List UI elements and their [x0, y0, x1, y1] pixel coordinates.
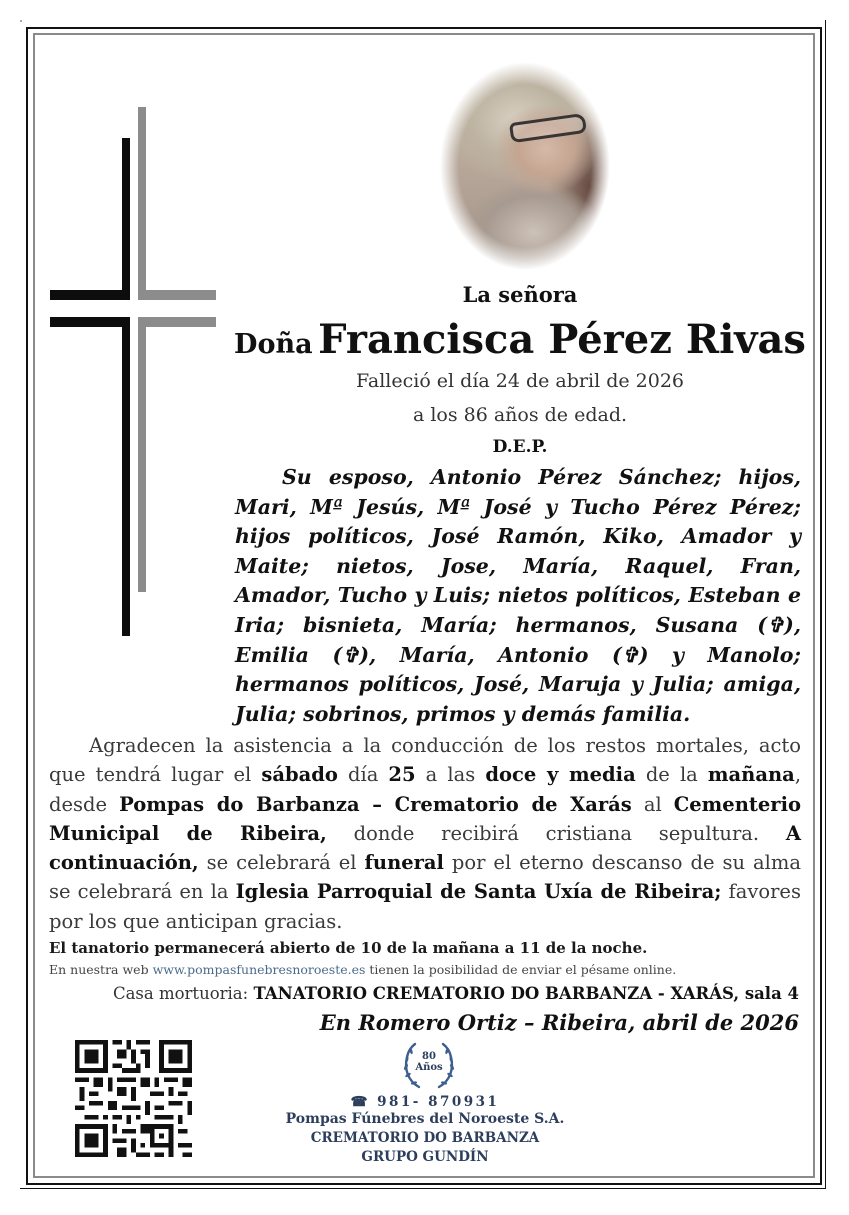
- company-name: Pompas Fúnebres del Noroeste S.A.: [285, 1111, 565, 1127]
- dep-label: D.E.P.: [492, 437, 548, 457]
- death-date: Falleció el día 24 de abril de 2026: [355, 370, 684, 392]
- announcement-paragraph: Agradecen la asistencia a la conducción de los restos mortales, acto que tendrá lugar el sábado día 25 a las doce y media de la mañana, desde Pompas do Barbanza – Crematorio de Xarás al Cementerio Municipal de Ribeira, donde recibirá cristiana sepultura. A continuación, se celebrará el funeral por el eterno descanso de su alma se celebrará en la Iglesia Parroquial de Santa Uxía de Ribeira; favores por los que anticipan gracias.: [49, 734, 802, 933]
- family-list: Su esposo, Antonio Pérez Sánchez; hijos, Mari, Mª Jesús, Mª José y Tucho Pérez Pérez; hijos políticos, José Ramón, Kiko, Amador y Maite; nietos, Jose, María, Raquel, Fran, Amador, Tucho y Luis; nietos políticos, Esteban e Iria; bisnieta, María; hermanos, Susana (✞), Emilia (✞), María, Antonio (✞) y Manolo; hermanos políticos, José, Maruja y Julia; amiga, Julia; sobrinos, primos y demás familia.: [235, 465, 801, 726]
- website-link[interactable]: www.pompasfunebresnoroeste.es: [152, 962, 366, 977]
- full-name: Francisca Pérez Rivas: [318, 316, 806, 363]
- web-condolences-note: En nuestra web www.pompasfunebresnoroeste.es tienen la posibilidad de enviar el pésame online.: [49, 962, 677, 977]
- page-edge-right: [825, 20, 826, 1188]
- place-date: En Romero Ortiz – Ribeira, abril de 2026: [319, 1010, 799, 1035]
- page-edge-bottom: [20, 1188, 826, 1189]
- title-prefix: La señora: [462, 282, 578, 307]
- deceased-portrait: [440, 62, 610, 270]
- age: a los 86 años de edad.: [412, 404, 628, 426]
- casa-mortuoria-value: TANATORIO CREMATORIO DO BARBANZA - XARÁS, sala 4: [253, 984, 799, 1003]
- qr-code-icon[interactable]: [75, 1040, 192, 1157]
- honorific: Doña: [234, 329, 313, 360]
- logo-text: 80 Años: [415, 1051, 443, 1073]
- casa-mortuoria-label: Casa mortuoria:: [112, 984, 254, 1003]
- tanatorio-hours: El tanatorio permanecerá abierto de 10 de la mañana a 11 de la noche.: [49, 939, 648, 957]
- phone-icon: ☎: [350, 1094, 370, 1110]
- casa-mortuoria: [49, 984, 799, 1003]
- crematorio-name: CREMATORIO DO BARBANZA: [310, 1130, 540, 1146]
- phone-number: ☎ 981- 870931: [350, 1094, 500, 1110]
- deceased-name: [230, 316, 810, 363]
- scan-speck: [20, 20, 22, 22]
- group-name: GRUPO GUNDÍN: [361, 1149, 489, 1165]
